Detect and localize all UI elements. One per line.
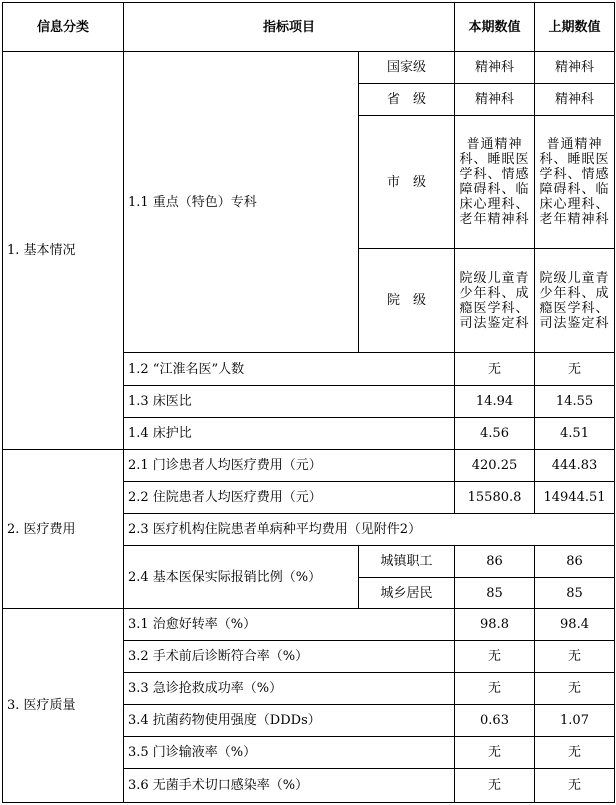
value-previous: 4.51 bbox=[535, 418, 615, 450]
level-provincial: 省 级 bbox=[359, 84, 455, 116]
value-previous: 精神科 bbox=[535, 52, 615, 84]
level-national: 国家级 bbox=[359, 52, 455, 84]
header-row bbox=[3, 3, 615, 52]
value-previous: 普通精神科、睡眠医学科、情感障碍科、临床心理科、老年精神科 bbox=[535, 116, 615, 249]
value-current: 420.25 bbox=[455, 450, 535, 482]
value-previous: 无 bbox=[535, 737, 615, 769]
header-previous: 上期数值 bbox=[535, 3, 615, 52]
value-previous: 精神科 bbox=[535, 84, 615, 116]
category-quality: 3. 医疗质量 bbox=[3, 609, 124, 803]
indicator-antibiotic-intensity: 3.4 抗菌药物使用强度（DDDs） bbox=[124, 705, 455, 737]
value-current: 14.94 bbox=[455, 386, 535, 418]
value-current: 86 bbox=[455, 546, 535, 578]
value-current: 精神科 bbox=[455, 84, 535, 116]
insurance-type-urban: 城镇职工 bbox=[359, 546, 455, 578]
value-current: 普通精神科、睡眠医学科、情感障碍科、临床心理科、老年精神科 bbox=[455, 116, 535, 249]
value-current: 精神科 bbox=[455, 52, 535, 84]
category-costs: 2. 医疗费用 bbox=[3, 450, 124, 609]
header-category: 信息分类 bbox=[3, 3, 124, 52]
indicator-single-disease-cost: 2.3 医疗机构住院患者单病种平均费用（见附件2） bbox=[124, 514, 615, 546]
indicator-specialty: 1.1 重点（特色）专科 bbox=[124, 52, 359, 353]
table-row bbox=[3, 609, 615, 641]
value-previous: 无 bbox=[535, 673, 615, 705]
category-basic: 1. 基本情况 bbox=[3, 52, 124, 450]
indicator-bed-doctor-ratio: 1.3 床医比 bbox=[124, 386, 455, 418]
value-current: 85 bbox=[455, 578, 535, 609]
value-previous: 无 bbox=[535, 769, 615, 803]
value-current: 15580.8 bbox=[455, 482, 535, 514]
value-previous: 86 bbox=[535, 546, 615, 578]
indicator-outpatient-cost: 2.1 门诊患者人均医疗费用（元） bbox=[124, 450, 455, 482]
indicator-bed-nurse-ratio: 1.4 床护比 bbox=[124, 418, 455, 450]
value-current: 院级儿童青少年科、成瘾医学科、司法鉴定科 bbox=[455, 249, 535, 353]
value-previous: 444.83 bbox=[535, 450, 615, 482]
indicator-diagnosis-match: 3.2 手术前后诊断符合率（%） bbox=[124, 641, 455, 673]
table-row bbox=[3, 450, 615, 482]
value-previous: 无 bbox=[535, 353, 615, 386]
value-previous: 85 bbox=[535, 578, 615, 609]
indicator-sterile-infection: 3.6 无菌手术切口感染率（%） bbox=[124, 769, 455, 803]
value-previous: 14944.51 bbox=[535, 482, 615, 514]
value-current: 0.63 bbox=[455, 705, 535, 737]
value-previous: 14.55 bbox=[535, 386, 615, 418]
value-current: 无 bbox=[455, 769, 535, 803]
value-current: 无 bbox=[455, 353, 535, 386]
value-current: 4.56 bbox=[455, 418, 535, 450]
indicator-insurance-ratio: 2.4 基本医保实际报销比例（%） bbox=[124, 546, 359, 609]
value-previous: 无 bbox=[535, 641, 615, 673]
value-current: 无 bbox=[455, 673, 535, 705]
value-previous: 98.4 bbox=[535, 609, 615, 641]
value-current: 无 bbox=[455, 737, 535, 769]
header-current: 本期数值 bbox=[455, 3, 535, 52]
header-indicator: 指标项目 bbox=[124, 3, 455, 52]
insurance-type-rural: 城乡居民 bbox=[359, 578, 455, 609]
indicator-emergency-success: 3.3 急诊抢救成功率（%） bbox=[124, 673, 455, 705]
value-current: 无 bbox=[455, 641, 535, 673]
hospital-info-table bbox=[2, 2, 615, 803]
level-hospital: 院 级 bbox=[359, 249, 455, 353]
value-previous: 1.07 bbox=[535, 705, 615, 737]
indicator-outpatient-infusion: 3.5 门诊输液率（%） bbox=[124, 737, 455, 769]
value-previous: 院级儿童青少年科、成瘾医学科、司法鉴定科 bbox=[535, 249, 615, 353]
value-current: 98.8 bbox=[455, 609, 535, 641]
level-city: 市 级 bbox=[359, 116, 455, 249]
indicator-famous-doctors: 1.2 “江淮名医”人数 bbox=[124, 353, 455, 386]
indicator-cure-rate: 3.1 治愈好转率（%） bbox=[124, 609, 455, 641]
table-row bbox=[3, 52, 615, 84]
indicator-inpatient-cost: 2.2 住院患者人均医疗费用（元） bbox=[124, 482, 455, 514]
